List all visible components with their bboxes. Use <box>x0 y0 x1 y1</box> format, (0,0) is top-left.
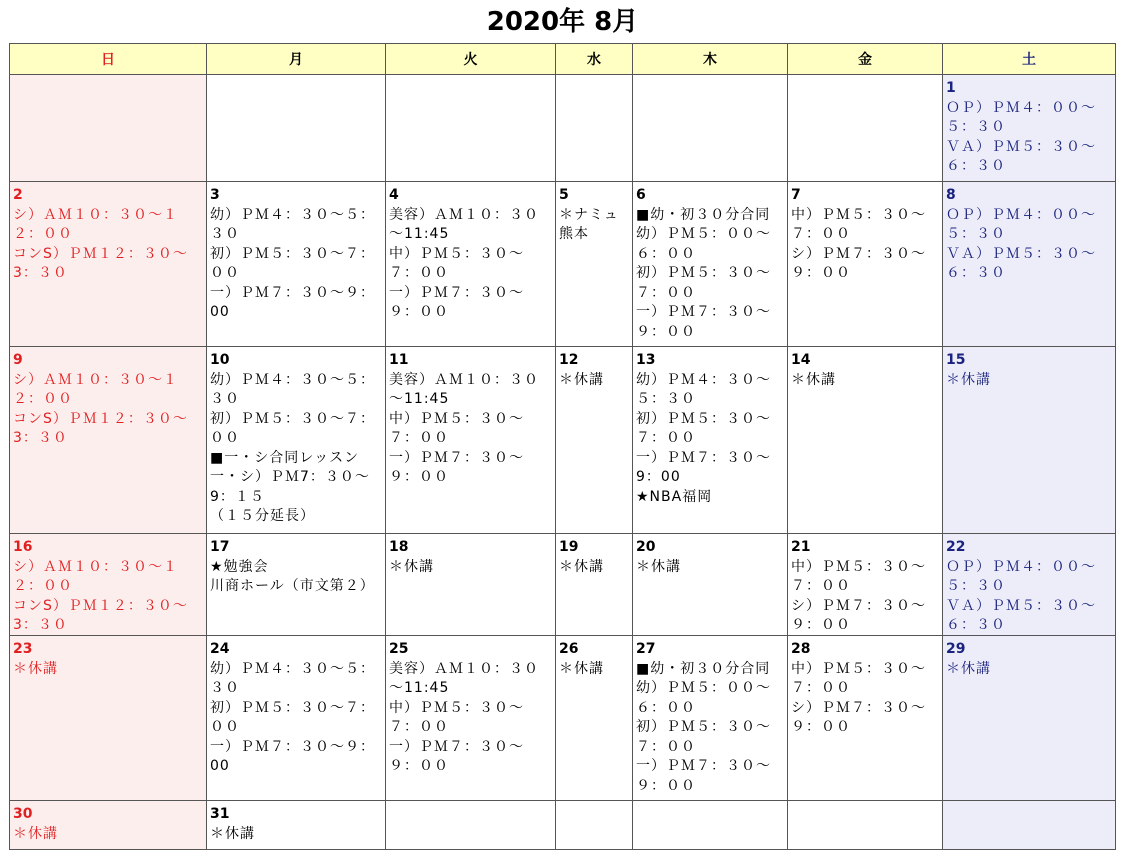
schedule-entry: 幼）ＰＭ５：００～６：００ <box>636 226 771 262</box>
schedule-entry: ＊休講 <box>946 371 991 388</box>
day-cell[interactable] <box>788 75 943 182</box>
day-cell[interactable] <box>633 636 788 801</box>
schedule-entry: 中）ＰＭ５：３０～７：００ <box>389 245 524 281</box>
weekday-header-mon: 月 <box>207 44 386 75</box>
day-number: 17 <box>210 539 230 555</box>
day-cell[interactable] <box>556 75 633 182</box>
schedule-entry: ★勉強会 <box>210 558 269 575</box>
schedule-entry: 幼）ＰＭ４：３０～５：３０ <box>210 371 375 407</box>
schedule-entry: 一）ＰＭ７：３０～９：00 <box>210 738 375 774</box>
schedule-entry: 中）ＰＭ５：３０～７：００ <box>791 206 926 242</box>
schedule-entry: （１５分延長） <box>210 508 315 524</box>
day-cell[interactable] <box>556 347 633 534</box>
day-cell[interactable] <box>10 534 207 636</box>
week-row <box>10 347 1116 534</box>
day-cell[interactable] <box>386 636 556 801</box>
schedule-entry: 幼）ＰＭ４：３０～５：３０ <box>636 371 771 407</box>
schedule-entry: ■幼・初３０分合同 <box>636 660 771 677</box>
schedule-entry: シ）ＡＭ１０：３０～１２：００ <box>13 371 178 407</box>
schedule-entry: コンS）ＰＭ１２：３０～3：３０ <box>13 410 188 446</box>
day-cell[interactable] <box>943 534 1116 636</box>
schedule-entry: 幼）ＰＭ４：３０～５：３０ <box>210 660 375 696</box>
schedule-entry: ■幼・初３０分合同 <box>636 206 771 223</box>
schedule-entry: 一）ＰＭ７：３０～９：00 <box>210 284 375 320</box>
schedule-entry: 美容）ＡＭ１０：３０～11:45 <box>389 206 539 242</box>
schedule-entry: ＊休講 <box>13 825 58 842</box>
schedule-entry: 幼）ＰＭ５：００～６：００ <box>636 680 771 716</box>
schedule-entry: 一）ＰＭ７：３０～９：００ <box>636 304 771 340</box>
schedule-entry: 一）ＰＭ７：３０～９：００ <box>389 284 524 320</box>
day-cell[interactable] <box>207 347 386 534</box>
schedule-entry: 一）ＰＭ７：３０～９：００ <box>636 758 771 794</box>
day-cell[interactable] <box>386 801 556 850</box>
schedule-entry: 一）ＰＭ７：３０～９：００ <box>389 449 524 485</box>
day-number: 2 <box>13 187 23 203</box>
schedule-entry: 一）ＰＭ７：３０～９：００ <box>389 738 524 774</box>
schedule-entry: ＯＰ）ＰＭ４：００～５：３０ <box>946 99 1096 135</box>
day-number: 20 <box>636 539 656 555</box>
day-cell[interactable] <box>943 347 1116 534</box>
day-number: 26 <box>559 641 579 657</box>
day-number: 1 <box>946 80 956 96</box>
day-cell[interactable] <box>207 801 386 850</box>
schedule-entry: 中）ＰＭ５：３０～７：００ <box>791 558 926 594</box>
day-cell[interactable] <box>556 636 633 801</box>
day-cell[interactable] <box>386 347 556 534</box>
schedule-entry: ＊休講 <box>389 558 434 575</box>
day-cell[interactable] <box>943 801 1116 850</box>
schedule-entry: 初）ＰＭ５：３０～７：００ <box>210 410 375 446</box>
day-number: 13 <box>636 352 656 368</box>
schedule-entry: シ）ＡＭ１０：３０～１２：００ <box>13 558 178 594</box>
day-number: 4 <box>389 187 399 203</box>
schedule-entry: ＊休講 <box>636 558 681 575</box>
week-row <box>10 801 1116 850</box>
day-cell[interactable] <box>386 182 556 347</box>
day-cell[interactable] <box>788 534 943 636</box>
day-number: 24 <box>210 641 230 657</box>
day-cell[interactable] <box>633 182 788 347</box>
schedule-entry: ＊ナミュ熊本 <box>559 206 619 242</box>
day-cell[interactable] <box>207 636 386 801</box>
schedule-entry: 初）ＰＭ５：３０～７：００ <box>636 410 771 446</box>
day-number: 10 <box>210 352 230 368</box>
schedule-entry: ＊休講 <box>210 825 255 842</box>
day-number: 23 <box>13 641 33 657</box>
schedule-entry: コンS）ＰＭ１２：３０～3：３０ <box>13 245 188 281</box>
day-number: 14 <box>791 352 811 368</box>
day-number: 29 <box>946 641 966 657</box>
day-cell[interactable] <box>943 75 1116 182</box>
schedule-entry: ＊休講 <box>946 660 991 677</box>
schedule-entry: 中）ＰＭ５：３０～７：００ <box>791 660 926 696</box>
day-number: 15 <box>946 352 966 368</box>
day-number: 31 <box>210 806 230 822</box>
schedule-entry: 一・シ）ＰＭ7：３０～9：１５ <box>210 469 370 505</box>
day-number: 22 <box>946 539 966 555</box>
day-cell[interactable] <box>633 347 788 534</box>
schedule-entry: ★NBA福岡 <box>636 488 713 505</box>
schedule-entry: 幼）ＰＭ４：３０～５：３０ <box>210 206 375 242</box>
schedule-entry: ＶＡ）ＰＭ５：３０～６：３０ <box>946 245 1096 281</box>
day-number: 19 <box>559 539 579 555</box>
day-cell[interactable] <box>207 534 386 636</box>
weekday-header-fri: 金 <box>788 44 943 75</box>
day-cell[interactable] <box>10 182 207 347</box>
day-cell[interactable] <box>10 75 207 182</box>
day-number: 11 <box>389 352 409 368</box>
day-number: 6 <box>636 187 646 203</box>
day-cell[interactable] <box>943 636 1116 801</box>
day-number: 16 <box>13 539 33 555</box>
day-cell[interactable] <box>788 636 943 801</box>
schedule-entry: 中）ＰＭ５：３０～７：００ <box>389 410 524 446</box>
day-number: 18 <box>389 539 409 555</box>
schedule-entry: 美容）ＡＭ１０：３０～11:45 <box>389 660 539 696</box>
day-number: 27 <box>636 641 656 657</box>
schedule-entry: 美容）ＡＭ１０：３０～11:45 <box>389 371 539 407</box>
schedule-entry: シ）ＡＭ１０：３０～１２：００ <box>13 206 178 242</box>
day-cell[interactable] <box>207 182 386 347</box>
day-cell[interactable] <box>788 347 943 534</box>
day-cell[interactable] <box>386 75 556 182</box>
day-number: 25 <box>389 641 409 657</box>
schedule-entry: 初）ＰＭ５：３０～７：００ <box>636 265 771 301</box>
schedule-entry: ＶＡ）ＰＭ５：３０～６：３０ <box>946 597 1096 633</box>
day-cell[interactable] <box>788 801 943 850</box>
schedule-entry: 一）ＰＭ７：３０～9：00 <box>636 449 771 485</box>
day-cell[interactable] <box>386 534 556 636</box>
schedule-entry: コンS）ＰＭ１２：３０～3：３０ <box>13 597 188 633</box>
schedule-entry: ＊休講 <box>559 660 604 677</box>
day-cell[interactable] <box>788 182 943 347</box>
weekday-header-sun: 日 <box>10 44 207 75</box>
day-number: 3 <box>210 187 220 203</box>
day-cell[interactable] <box>633 75 788 182</box>
week-row <box>10 75 1116 182</box>
schedule-entry: ＊休講 <box>559 371 604 388</box>
schedule-entry: 川商ホール（市文第２） <box>210 578 375 594</box>
schedule-entry: ＊休講 <box>559 558 604 575</box>
schedule-entry: ＊休講 <box>13 660 58 677</box>
day-cell[interactable] <box>943 182 1116 347</box>
schedule-entry: 初）ＰＭ５：３０～７：００ <box>210 699 375 735</box>
weekday-header-row <box>10 44 1116 75</box>
schedule-entry: ■一・シ合同レッスン <box>210 449 360 466</box>
schedule-entry: ＯＰ）ＰＭ４：００～５：３０ <box>946 558 1096 594</box>
week-row <box>10 534 1116 636</box>
day-number: 12 <box>559 352 579 368</box>
schedule-entry: 初）ＰＭ５：３０～７：００ <box>210 245 375 281</box>
schedule-entry: ＊休講 <box>791 371 836 388</box>
weekday-header-tue: 火 <box>386 44 556 75</box>
day-number: 9 <box>13 352 23 368</box>
day-cell[interactable] <box>556 534 633 636</box>
day-cell[interactable] <box>556 801 633 850</box>
day-cell[interactable] <box>10 347 207 534</box>
day-number: 21 <box>791 539 811 555</box>
schedule-entry: シ）ＰＭ７：３０～９：００ <box>791 699 926 735</box>
schedule-entry: シ）ＰＭ７：３０～９：００ <box>791 245 926 281</box>
weekday-header-sat: 土 <box>943 44 1116 75</box>
day-cell[interactable] <box>10 636 207 801</box>
day-number: 8 <box>946 187 956 203</box>
day-cell[interactable] <box>207 75 386 182</box>
day-number: 28 <box>791 641 811 657</box>
weekday-header-wed: 水 <box>556 44 633 75</box>
day-cell[interactable] <box>633 534 788 636</box>
schedule-entry: ＶＡ）ＰＭ５：３０～６：３０ <box>946 138 1096 174</box>
week-row <box>10 182 1116 347</box>
schedule-entry: ＯＰ）ＰＭ４：００～５：３０ <box>946 206 1096 242</box>
day-number: 5 <box>559 187 569 203</box>
day-cell[interactable] <box>556 182 633 347</box>
schedule-entry: 中）ＰＭ５：３０～７：００ <box>389 699 524 735</box>
schedule-entry: 初）ＰＭ５：３０～７：００ <box>636 719 771 755</box>
weekday-header-thu: 木 <box>633 44 788 75</box>
day-cell[interactable] <box>633 801 788 850</box>
day-cell[interactable] <box>10 801 207 850</box>
week-row <box>10 636 1116 801</box>
calendar-grid <box>9 43 1116 850</box>
calendar-title: 2020年 8月 <box>486 7 639 37</box>
day-number: 7 <box>791 187 801 203</box>
day-number: 30 <box>13 806 33 822</box>
schedule-entry: シ）ＰＭ７：３０～９：００ <box>791 597 926 633</box>
